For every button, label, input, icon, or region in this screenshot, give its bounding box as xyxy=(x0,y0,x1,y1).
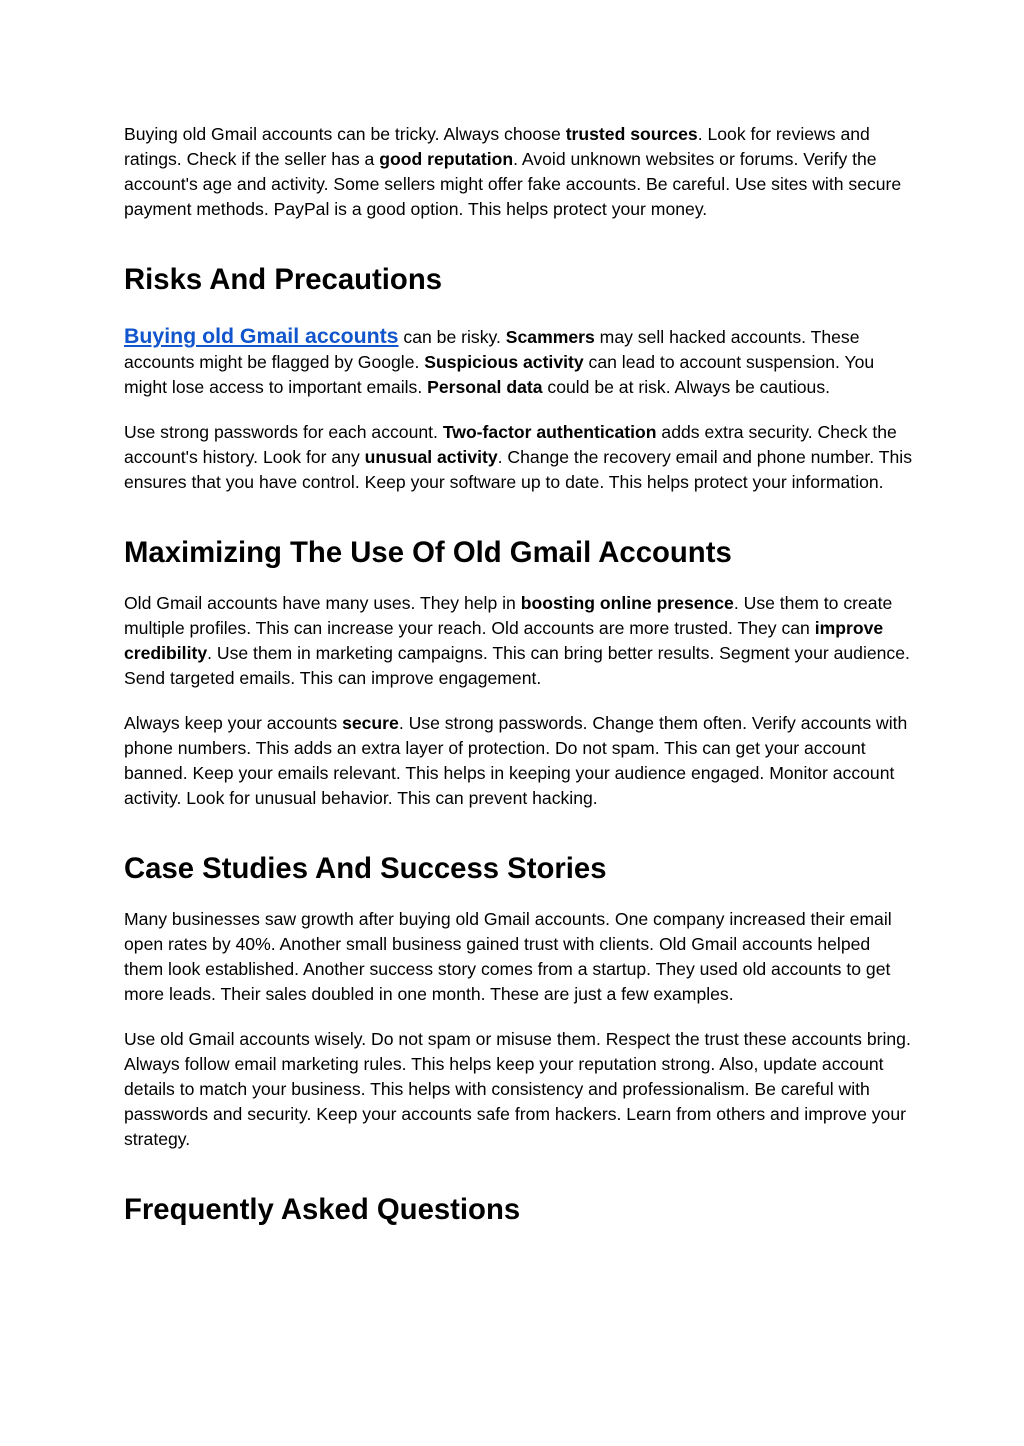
risks-p2-text-1: Use strong passwords for each account. xyxy=(124,422,443,442)
intro-paragraph xyxy=(124,122,914,222)
max-p1-text-1: Old Gmail accounts have many uses. They help in xyxy=(124,593,521,613)
risks-paragraph-1 xyxy=(124,324,914,400)
risks-p1-text-2: may sell hacked accounts. These accounts might be flagged by Google. xyxy=(124,327,860,372)
risks-p1-text-3: can lead to account suspension. You might lose access to important emails. xyxy=(124,352,875,397)
bold-two-factor-authentication: Two-factor authentication xyxy=(442,422,657,442)
risks-p2-text-3: . Change the recovery email and phone number. This ensures that you have control. Keep your software up to date. This helps protect your information. xyxy=(124,447,912,492)
heading-case-studies: Case Studies And Success Stories xyxy=(124,852,607,885)
bold-scammers: Scammers xyxy=(505,327,595,347)
bold-unusual-activity: unusual activity xyxy=(364,447,498,467)
max-p2-text-2: . Use strong passwords. Change them often. Verify accounts with phone numbers. This adds an extra layer of protection. Do not spam. This can get your account banned. Keep your emails relevant. This helps in keeping your audience engaged. Monitor account activity. Look for unusual behavior. This can prevent hacking. xyxy=(124,713,908,808)
heading-maximizing-use: Maximizing The Use Of Old Gmail Accounts xyxy=(124,536,732,569)
buying-old-gmail-accounts-link[interactable]: Buying old Gmail accounts xyxy=(124,324,399,348)
heading-frequently-asked-questions: Frequently Asked Questions xyxy=(124,1193,521,1226)
bold-suspicious-activity: Suspicious activity xyxy=(424,352,584,372)
bold-secure: secure xyxy=(342,713,399,733)
max-p1-text-3: . Use them in marketing campaigns. This can bring better results. Segment your audience. Send targeted emails. This can improve engagement. xyxy=(124,643,910,688)
heading-risks-and-precautions: Risks And Precautions xyxy=(124,263,443,296)
risks-p2-text-2: adds extra security. Check the account's history. Look for any xyxy=(124,422,897,467)
bold-good-reputation: good reputation xyxy=(379,149,514,169)
risks-paragraph-2 xyxy=(124,420,914,495)
intro-text-2: . Look for reviews and ratings. Check if the seller has a xyxy=(124,124,870,169)
risks-p1-text-1: can be risky. xyxy=(398,327,506,347)
intro-text-3: . Avoid unknown websites or forums. Verify the account's age and activity. Some sellers might offer fake accounts. Be careful. Use sites with secure payment methods. PayPal is a good option. This helps protect your money. xyxy=(124,149,902,219)
bold-trusted-sources: trusted sources xyxy=(565,124,698,144)
document-page xyxy=(124,122,914,1228)
max-p1-text-2: . Use them to create multiple profiles. This can increase your reach. Old accounts are more trusted. They can xyxy=(124,593,893,638)
intro-text-1: Buying old Gmail accounts can be tricky. Always choose xyxy=(124,124,566,144)
bold-personal-data: Personal data xyxy=(427,377,543,397)
maximizing-paragraph-1 xyxy=(124,591,914,691)
bold-improve-credibility: improve credibility xyxy=(124,618,884,663)
maximizing-paragraph-2 xyxy=(124,711,914,811)
risks-p1-text-4: could be at risk. Always be cautious. xyxy=(542,377,831,397)
case-studies-paragraph-1: Many businesses saw growth after buying old Gmail accounts. One company increased their email open rates by 40%. Another small business gained trust with clients. Old Gmail accounts helped them look established. Another success story comes from a startup. They used old accounts to get more leads. Their sales doubled in one month. These are just a few examples. xyxy=(124,909,892,1004)
case-studies-paragraph-2: Use old Gmail accounts wisely. Do not spam or misuse them. Respect the trust these accounts bring. Always follow email marketing rules. This helps keep your reputation strong. Also, update account details to match your business. This helps with consistency and professionalism. Be careful with passwords and security. Keep your accounts safe from hackers. Learn from others and improve your strategy. xyxy=(124,1029,911,1149)
max-p2-text-1: Always keep your accounts xyxy=(124,713,343,733)
bold-boosting-online-presence: boosting online presence xyxy=(520,593,734,613)
